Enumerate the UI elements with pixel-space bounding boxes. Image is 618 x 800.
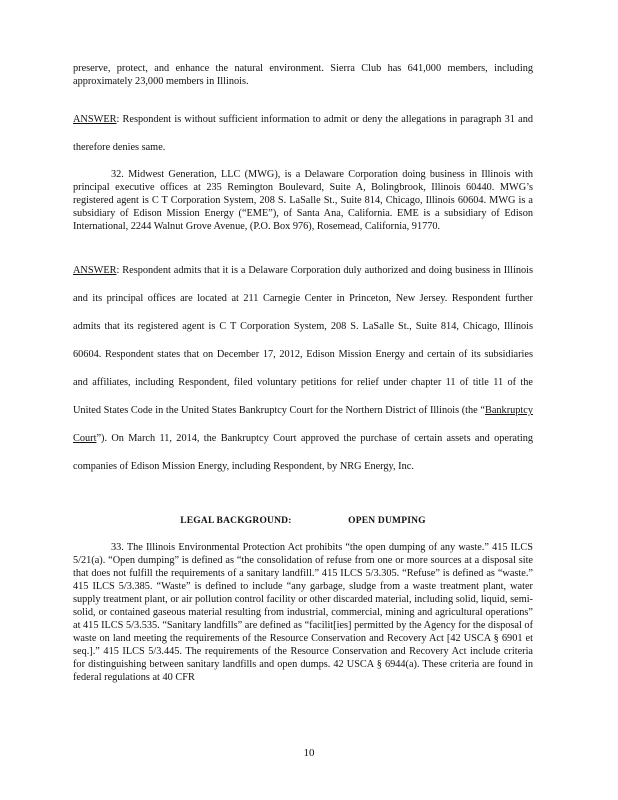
answer-32-text-before: : Respondent admits that it is a Delaware Corporation duly authorized and doing business in Illinois and its principal offices are located at 211 Carnegie Center in Princeton, New Jersey. Respondent further admits that its registered agent is C T Corporation System, 208 S. LaSalle St., Suite 814, Chicago, Illinois 60604. Respondent states that on December 17, 2012, Edison Mission Energy and certain of its subsidiaries and affiliates, including Respondent, filed voluntary petitions for relief under chapter 11 of title 11 of the United States Code in the United States Bankruptcy Court for the Northern District of Illinois (the “: [73, 265, 533, 416]
answer-32: [73, 257, 533, 481]
paragraph-32: 32. Midwest Generation, LLC (MWG), is a Delaware Corporation doing business in Illinois with principal executive offices at 235 Remington Boulevard, Suite A, Bolingbrook, Illinois 60440. MWG’s registered agent is C T Corporation System, 208 S. LaSalle St., Suite 814, Chicago, Illinois 60604. MWG is a subsidiary of Edison Mission Energy (“EME”), of Santa Ana, California. EME is a subsidiary of Edison International, 2244 Walnut Grove Avenue, (P.O. Box 976), Rosemead, California, 91770.: [73, 169, 533, 232]
paragraph-33: 33. The Illinois Environmental Protection Act prohibits “the open dumping of any waste.” 415 ILCS 5/21(a). “Open dumping” is defined as “the consolidation of refuse from one or more sources at a disposal site that does not fulfill the requirements of a sanitary landfill.” 415 ILCS 5/3.305. “Refuse” is defined as “waste.” 415 ILCS 5/3.385. “Waste” is defined to include “any garbage, sludge from a waste treatment plant, water supply treatment plant, or air pollution control facility or other discarded material, including solid, liquid, semi-solid, or contained gaseous material resulting from industrial, commercial, mining and agricultural operations” at 415 ILCS 5/3.535. “Sanitary landfills” are defined as “facilit[ies] permitted by the Agency for the disposal of waste on land meeting the requirements of the Resource Conservation and Recovery Act [42 USCA § 6901 et seq.].” 415 ILCS 5/3.445. The requirements of the Resource Conservation and Recovery Act include criteria for distinguishing between sanitary landfills and open dumps. 42 USCA § 6944(a). These criteria are found in federal regulations at 40 CFR: [73, 542, 533, 683]
intro-paragraph: preserve, protect, and enhance the natural environment. Sierra Club has 641,000 members, including approximately 23,000 members in Illinois.: [73, 63, 533, 87]
heading-open-dumping: OPEN DUMPING: [348, 516, 426, 526]
section-heading: [73, 515, 533, 528]
answer-31: [73, 106, 533, 162]
page-number: 10: [303, 747, 315, 759]
answer-32-text-after: ”). On March 11, 2014, the Bankruptcy Court approved the purchase of certain assets and operating companies of Edison Mission Energy, including Respondent, by NRG Energy, Inc.: [73, 433, 533, 472]
heading-legal-background: LEGAL BACKGROUND:: [180, 516, 292, 526]
answer-31-label: ANSWER: [73, 114, 117, 125]
bankruptcy-court-term: Bankruptcy Court: [73, 405, 533, 444]
answer-31-text: : Respondent is without sufficient information to admit or deny the allegations in paragraph 31 and therefore denies same.: [73, 114, 533, 153]
answer-32-label: ANSWER: [73, 265, 117, 276]
